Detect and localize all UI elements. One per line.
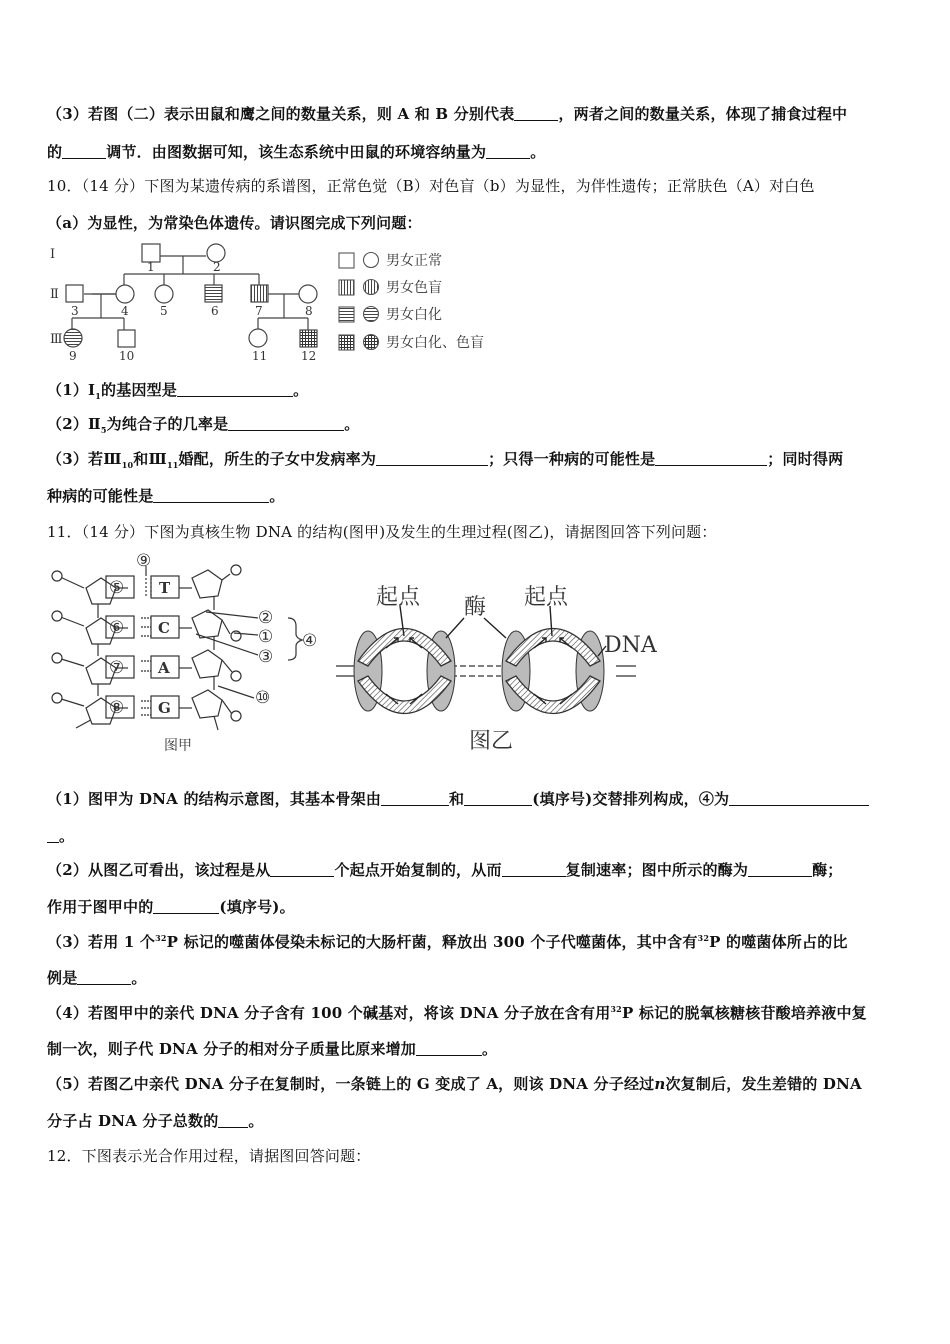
q11-heading: 11．（14 分）下图为真核生物 DNA 的结构(图甲)及发生的生理过程(图乙)，请据图回答下列问题： [47,523,717,541]
individual-number: 6 [211,304,219,318]
phosphate [231,711,241,721]
individual-II8 [299,285,317,303]
answer-blank[interactable] [514,106,558,121]
answer-blank[interactable] [47,828,59,843]
q11-part3-line2: 例是 。 [47,969,147,987]
deoxyribose [192,570,222,598]
number-label: ② [258,608,274,628]
individual-number: 11 [252,349,268,363]
number-label: ⑤ [109,578,125,598]
pedigree-chart [46,238,506,368]
enzyme-label: 酶 [464,595,487,620]
answer-blank[interactable] [153,488,269,503]
answer-blank[interactable] [464,791,532,806]
q11-part1-line1: （1）图甲为 DNA 的结构示意图，其基本骨架由 和 (填序号)交替排列构成，④为 [47,788,869,809]
figure-yi-dna-replication [336,576,676,758]
q11-part1-line2: 。 [47,825,74,846]
q10-part2: $(2)Ⅱ_5$为纯合子的几率是 。 [47,415,360,435]
individual-III10 [118,330,135,347]
answer-blank[interactable] [177,382,293,397]
q12-heading: 12．下图表示光合作用过程，请据图回答问题： [47,1147,371,1165]
dna-label: DNA [604,633,657,658]
origin-label: 起点 [376,585,421,610]
individual-III11 [249,329,267,347]
legend-label: 男女正常 [386,253,442,269]
individual-III12 [300,330,317,347]
phosphate [52,571,62,581]
number-label: ③ [258,647,274,667]
individual-number: 1 [147,260,155,274]
individual-number: 12 [301,349,317,363]
base-letter: C [158,619,170,637]
answer-blank[interactable] [655,451,767,466]
answer-blank[interactable] [153,899,219,914]
deoxyribose [192,690,222,718]
individual-number: 8 [305,304,313,318]
generation-label: Ⅱ [50,287,59,302]
q10-heading-line1: 10．（14 分）下图为某遗传病的系谱图，正常色觉（B）对色盲（b）为显性，为伴性遗传；正常肤色（A）对白色 [47,177,815,195]
origin-label: 起点 [524,585,569,610]
number-label: ① [258,627,274,647]
answer-blank[interactable] [416,1041,482,1056]
individual-II5 [155,285,173,303]
legend-label: 男女色盲 [386,280,442,296]
q11-part4-line1: （4）若图甲中的亲代 DNA 分子含有 100 个碱基对，将该 DNA 分子放在含有用$^{32}$P 标记的脱氧核糖核苷酸培养液中复 [47,1004,867,1022]
base-letter: T [159,579,171,597]
q10-part3-line1: （3）若$Ⅲ_{10}$和$Ⅲ_{11}$婚配，所生的子女中发病率为 ；只得一种病的可能性是 ；同时得两 [47,450,844,470]
phosphate [52,653,62,663]
individual-II3 [66,285,83,302]
generation-label: Ⅲ [50,332,63,347]
number-label: ⑥ [109,618,125,638]
q11-part3-line1: （3）若用 1 个$^{32}$P 标记的噬菌体侵染未标记的大肠杆菌，释放出 300 个子代噬菌体，其中含有$^{32}$P 的噬菌体所占的比 [47,933,848,951]
answer-blank[interactable] [748,862,812,877]
number-label: ⑩ [255,688,271,708]
individual-number: 3 [71,304,79,318]
number-label: ⑨ [136,551,152,571]
q10-part1: $(1)Ⅰ_1$的基因型是 。 [47,381,309,401]
q10-part3-line2: 种病的可能性是 。 [47,487,285,505]
legend-label: 男女白化、色盲 [386,335,484,351]
answer-blank[interactable] [218,1113,248,1128]
answer-blank[interactable] [62,144,106,159]
base-letter: G [158,699,171,717]
number-label: ⑧ [109,698,125,718]
individual-number: 7 [255,304,263,318]
answer-blank[interactable] [729,791,869,806]
individual-II7 [251,285,268,302]
individual-number: 4 [121,304,129,318]
answer-blank[interactable] [228,416,344,431]
figure-jia-dna-structure [46,548,336,758]
q9-part3-line2: 的 调节．由图数据可知，该生态系统中田鼠的环境容纳量为 。 [47,143,546,161]
q11-part2-line2: 作用于图甲中的 (填序号)。 [47,898,295,916]
individual-II6 [205,285,222,302]
individual-number: 2 [213,260,221,274]
answer-blank[interactable] [381,791,449,806]
base-letter: A [158,659,170,677]
phosphate [52,611,62,621]
q11-part5-line1: （5）若图乙中亲代 DNA 分子在复制时，一条链上的 G 变成了 A，则该 DNA 分子经过n次复制后，发生差错的 DNA [47,1075,862,1093]
phosphate [231,671,241,681]
individual-number: 5 [160,304,168,318]
answer-blank[interactable] [77,970,131,985]
number-label: ⑦ [109,658,125,678]
individual-II4 [116,285,134,303]
q11-part5-line2: 分子占 DNA 分子总数的 。 [47,1112,264,1130]
generation-label: Ⅰ [50,247,56,262]
q9-part3-line1: （3）若图（二）表示田鼠和鹰之间的数量关系，则 A 和 B 分别代表 ，两者之间的数量关系，体现了捕食过程中 [47,105,848,123]
answer-blank[interactable] [376,451,488,466]
phosphate [231,565,241,575]
deoxyribose [192,650,222,678]
q10-heading-line2: （a）为显性，为常染色体遗传。请识图完成下列问题： [47,214,422,232]
legend-label: 男女白化 [386,307,442,323]
figure-caption: 图甲 [164,738,192,754]
phosphate [52,693,62,703]
figure-caption: 图乙 [469,729,514,754]
individual-III9 [64,329,82,347]
individual-number: 10 [119,349,135,363]
answer-blank[interactable] [502,862,566,877]
number-label: ④ [302,631,318,651]
q11-part2-line1: （2）从图乙可看出，该过程是从 个起点开始复制的，从而 复制速率；图中所示的酶为 酶； [47,861,843,879]
answer-blank[interactable] [486,144,530,159]
answer-blank[interactable] [270,862,334,877]
phosphate [231,631,241,641]
individual-number: 9 [69,349,77,363]
q11-part4-line2: 制一次，则子代 DNA 分子的相对分子质量比原来增加 。 [47,1040,498,1058]
